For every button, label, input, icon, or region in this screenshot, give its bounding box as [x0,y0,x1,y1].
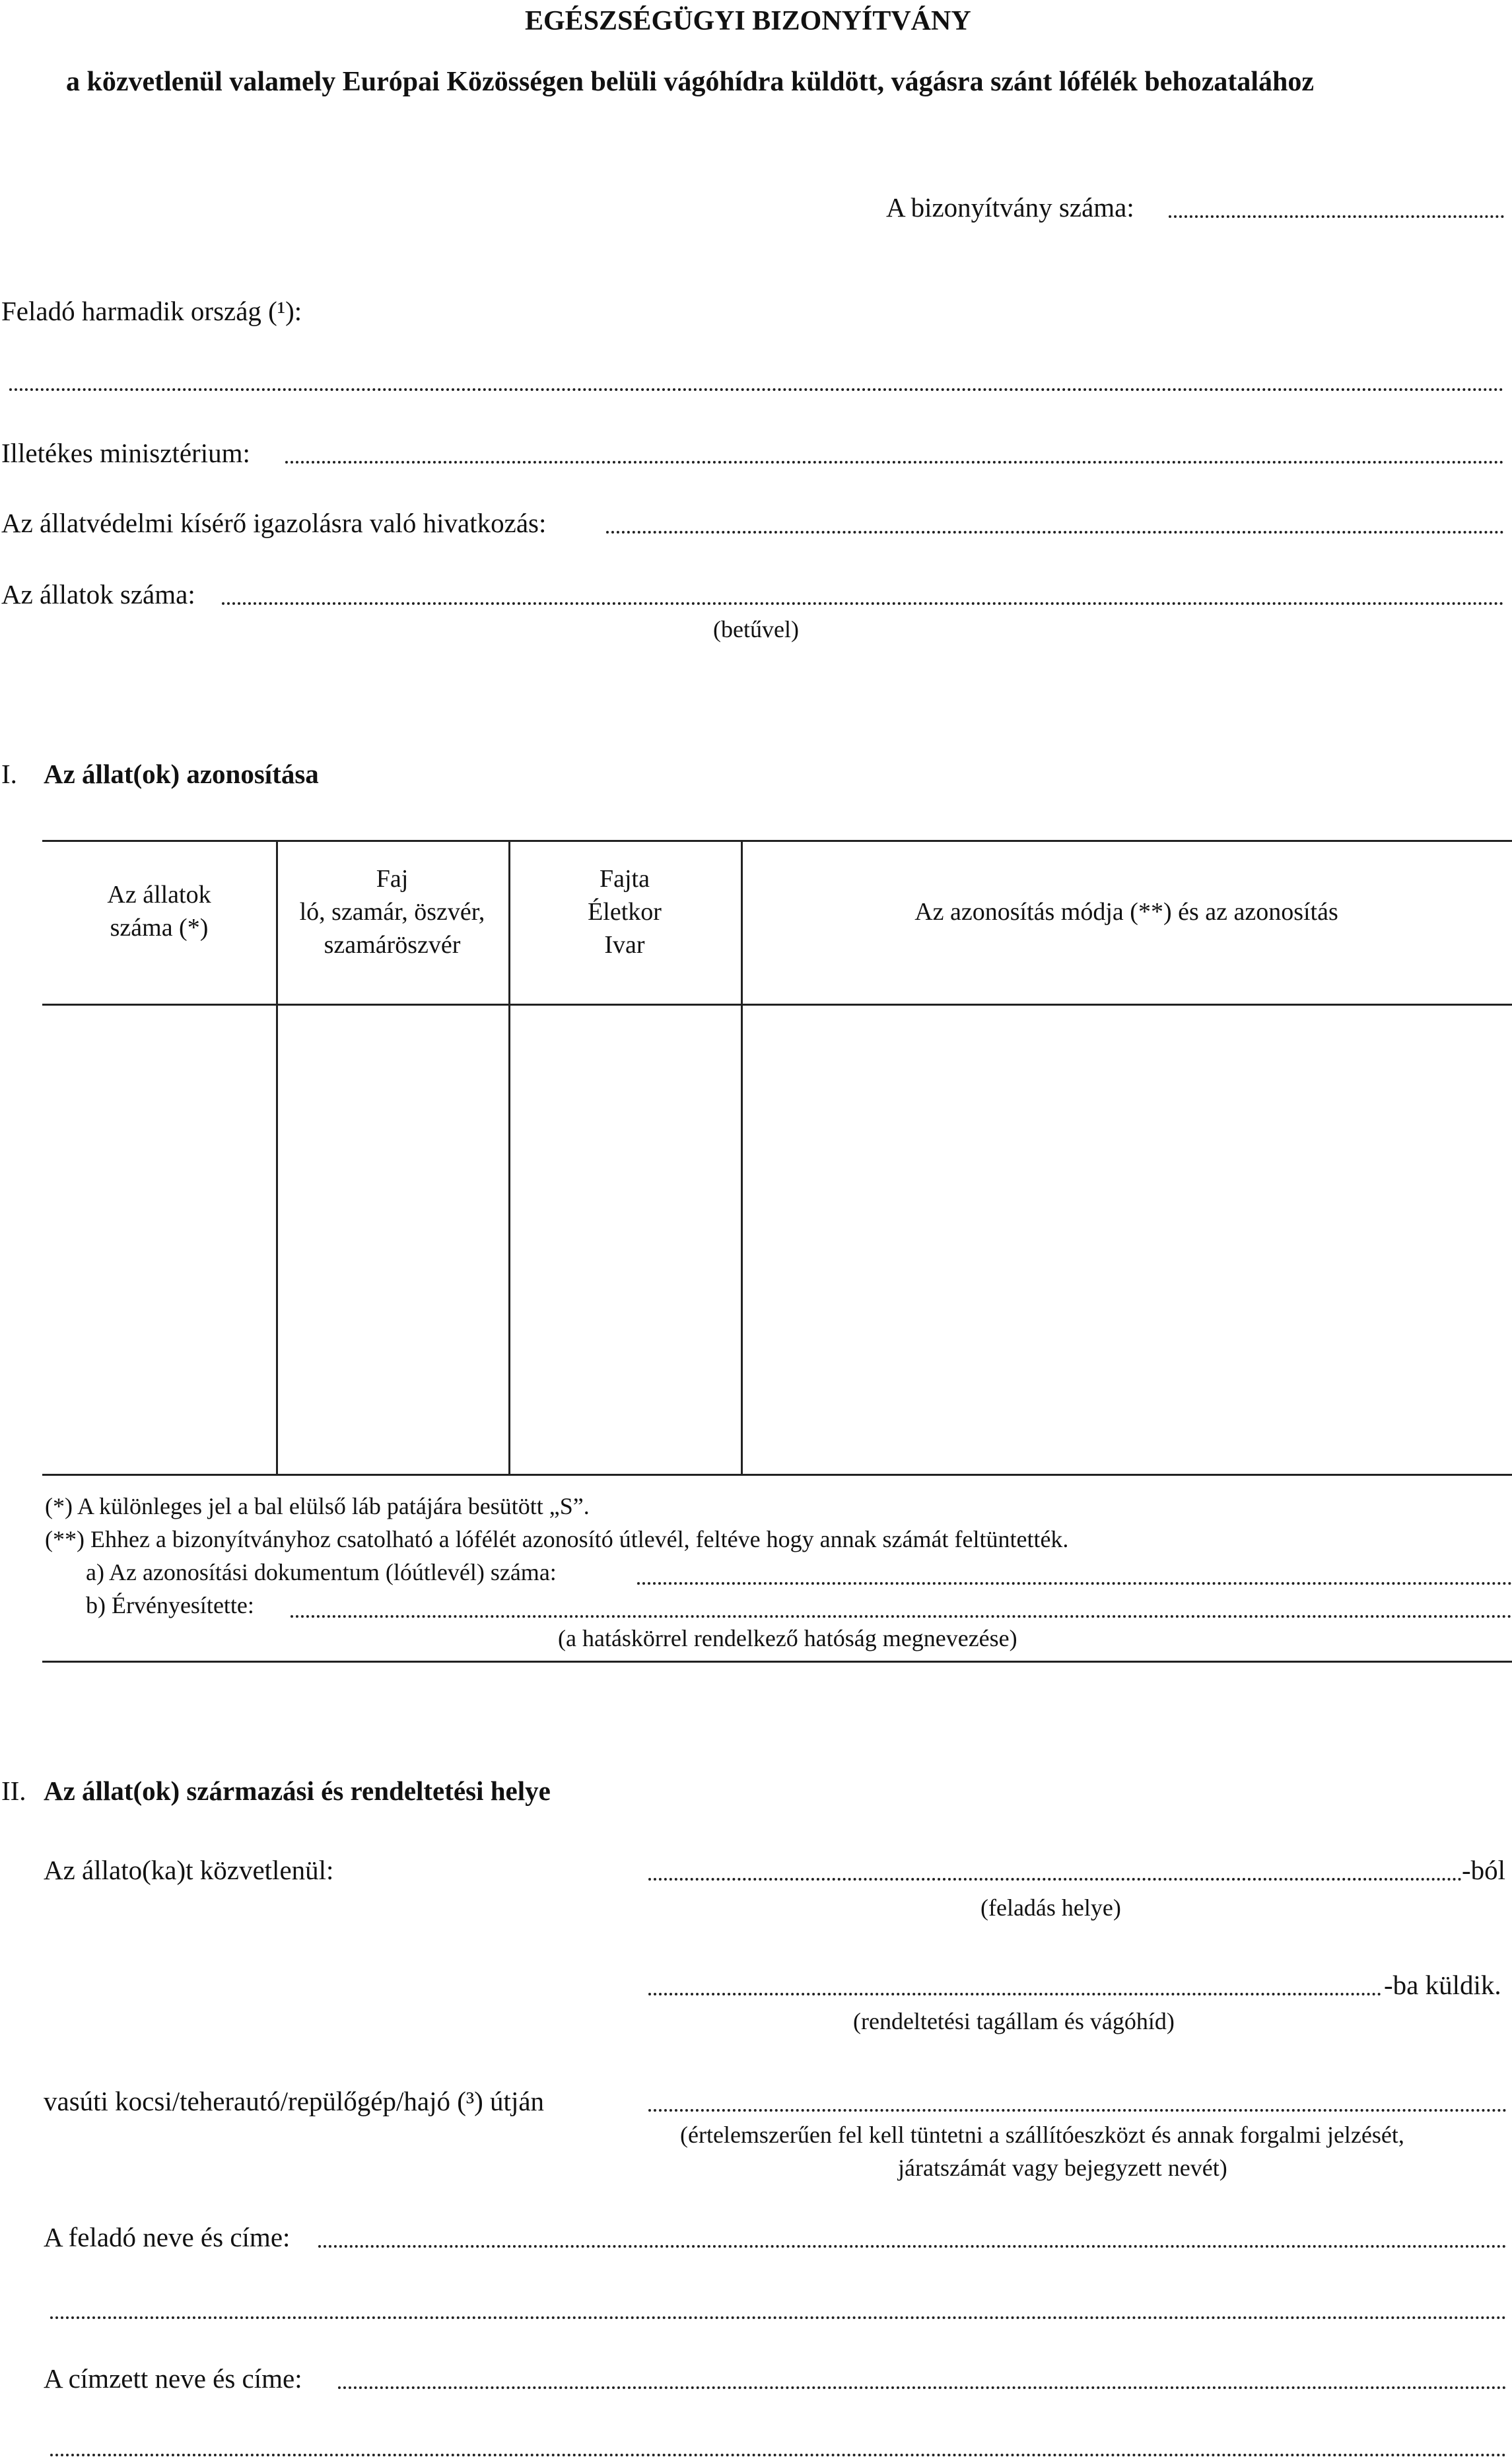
footnote-b-hint: (a hatáskörrel rendelkező hatóság megnevezése) [558,1625,1017,1651]
sender-label: A feladó neve és címe: [44,2222,291,2252]
direct-label: Az állato(ka)t közvetlenül: [44,1855,334,1885]
welfare-ref-field[interactable] [606,531,1504,534]
dispatch-place-hint: (feladás helye) [980,1894,1121,1921]
welfare-ref-label: Az állatvédelmi kísérő igazolásra való hivatkozás: [1,508,547,538]
dispatch-place-field[interactable] [648,1878,1462,1881]
cert-number-label: A bizonyítvány száma: [886,192,1134,223]
transport-field[interactable] [648,2109,1507,2112]
cert-number-field[interactable] [1169,215,1504,218]
recipient-field-line1[interactable] [338,2386,1507,2389]
footnote-special-mark: (*) A különleges jel a bal elülső láb patájára besütött „S”. [45,1493,590,1519]
footnote-divider [42,1661,1512,1663]
table-cell-count[interactable] [42,1006,275,1472]
document-subtitle: a közvetlenül valamely Európai Közösségen belüli vágóhídra küldött, vágásra szánt lófélék behozatalához [66,67,1315,97]
sender-field-line2[interactable] [50,2316,1507,2319]
animal-count-hint: (betűvel) [713,616,799,642]
header-breed-age-sex: Fajta Életkor Ivar [588,865,662,959]
header-animal-count: Az állatok száma (*) [107,881,211,942]
footnote-a-label: a) Az azonosítási dokumentum (lóútlevél) száma: [86,1559,557,1585]
section1-title: Az állat(ok) azonosítása [44,759,319,789]
recipient-label: A címzett neve és címe: [44,2363,302,2394]
header-identification: Az azonosítás módja (**) és az azonosítás [914,898,1338,926]
sender-country-field[interactable] [9,388,1504,391]
destination-hint: (rendeltetési tagállam és vágóhíd) [853,2008,1175,2034]
header-species: Faj ló, szamár, öszvér, szamáröszvér [299,865,485,959]
animal-count-label: Az állatok száma: [1,579,195,609]
footnote-b-label: b) Érvényesítette: [86,1592,254,1618]
ministry-label: Illetékes minisztérium: [1,438,250,468]
transport-hint-2: járatszámát vagy bejegyzett nevét) [898,2155,1227,2181]
table-cell-identification[interactable] [743,1006,1509,1472]
transport-label: vasúti kocsi/teherautó/repülőgép/hajó (³) útján [44,2086,545,2116]
section2-number: II. [1,1776,26,1806]
section2-title: Az állat(ok) származási és rendeltetési helye [44,1776,551,1806]
table-cell-breed[interactable] [511,1006,739,1472]
recipient-field-line2[interactable] [50,2454,1507,2456]
sender-country-label: Feladó harmadik ország (¹): [1,296,302,326]
document-title: EGÉSZSÉGÜGYI BIZONYÍTVÁNY [525,6,971,36]
transport-hint-1: (értelemszerűen fel kell tüntetni a szállítóeszközt és annak forgalmi jelzését, [680,2122,1404,2148]
from-suffix: -ból [1462,1855,1506,1885]
destination-field[interactable] [648,1993,1381,1995]
ministry-field[interactable] [285,461,1504,464]
footnote-passport: (**) Ehhez a bizonyítványhoz csatolható a lófélét azonosító útlevél, feltéve hogy annak számát feltüntették. [45,1526,1069,1552]
table-cell-species[interactable] [279,1006,507,1472]
sender-field-line1[interactable] [318,2245,1507,2248]
validated-by-field[interactable] [291,1615,1512,1618]
passport-number-field[interactable] [637,1582,1512,1585]
section1-number: I. [1,759,17,789]
to-suffix: -ba küldik. [1384,1970,1501,2000]
animal-count-field[interactable] [222,602,1504,605]
